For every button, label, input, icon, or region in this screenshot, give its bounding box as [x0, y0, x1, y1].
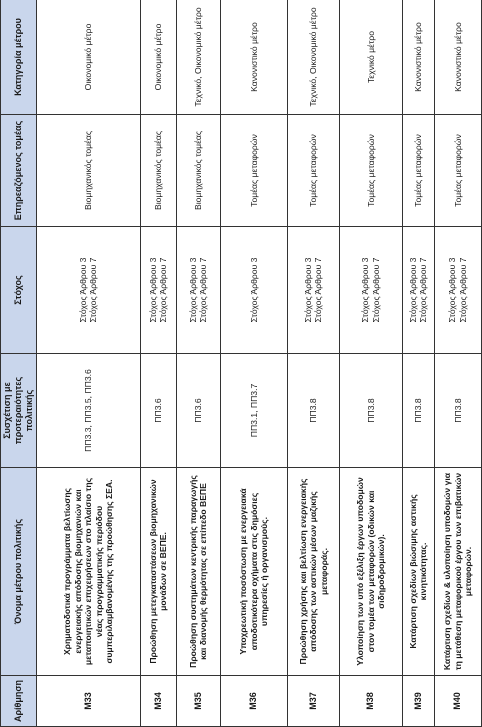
cell-code: M33 [36, 676, 140, 727]
table-row [220, 0, 287, 727]
header-category: Κατηγορία μέτρου [1, 0, 37, 115]
cell-priorities: ΠΠ3.8 [434, 354, 481, 468]
cell-sector: Τομέας μεταφορών [220, 115, 287, 227]
cell-priorities: ΠΠ3.8 [339, 354, 402, 468]
cell-code: M38 [339, 676, 402, 727]
cell-priorities: ΠΠ3.8 [402, 354, 434, 468]
cell-category: Τεχνικό μέτρο [339, 0, 402, 115]
cell-code: M36 [220, 676, 287, 727]
cell-target: Στόχος Άρθρου 3 Στόχος Άρθρου 7 [339, 227, 402, 354]
header-sector: Επηρεαζόμενος τομέας [1, 115, 37, 227]
table-row [402, 0, 434, 727]
cell-sector: Τομέας μεταφορών [434, 115, 481, 227]
cell-priorities: ΠΠ3.6 [140, 354, 176, 468]
cell-target: Στόχος Άρθρου 3 [220, 227, 287, 354]
cell-name: Προώθηση μετεγκαταστάσεων βιομηχανικών μονάδων σε ΒΕΠΕ. [140, 468, 176, 676]
cell-sector: Βιομηχανικός τομέας [176, 115, 220, 227]
cell-name: Υποχρεωτική ποσόστωση με ενεργειακά αποδοτικότερα οχήματα στις δημόσιες υπηρεσίες ή οργανισμούς. [220, 468, 287, 676]
cell-target: Στόχος Άρθρου 3 Στόχος Άρθρου 7 [140, 227, 176, 354]
table-header-row [1, 0, 37, 727]
cell-sector: Τομέας μεταφορών [339, 115, 402, 227]
cell-sector: Τομέας μεταφορών [287, 115, 339, 227]
cell-name: Κατάρτιση σχεδίων βιώσιμης αστικής κινητικότητας. [402, 468, 434, 676]
header-code: Αρίθμηση [1, 676, 37, 727]
cell-priorities: ΠΠ3.1, ΠΠ3.7 [220, 354, 287, 468]
cell-target: Στόχος Άρθρου 3 Στόχος Άρθρου 7 [176, 227, 220, 354]
cell-name: Προώθηση συστημάτων κεντρικής παραγωγής και διανομής θερμότητας σε επίπεδο ΒΕΠΕ [176, 468, 220, 676]
cell-category: Τεχνικό, Οικονομικό μέτρο [176, 0, 220, 115]
table-row [36, 0, 140, 727]
cell-name: Προώθηση χρήσης και βελτίωση ενεργειακής απόδοσης των αστικών μέσων μαζικής μεταφοράς. [287, 468, 339, 676]
cell-name: Υλοποίηση των υπό εξέλιξη έργων υποδομών στον τομέα των μεταφορών (οδικών και σιδηροδρομικών). [339, 468, 402, 676]
table-row [140, 0, 176, 727]
cell-priorities: ΠΠ3.8 [287, 354, 339, 468]
cell-target: Στόχος Άρθρου 3 Στόχος Άρθρου 7 [287, 227, 339, 354]
header-priorities: Συσχέτιση με προτεραιότητες πολιτικής [1, 354, 37, 468]
cell-name: Χρηματοδοτικά προγράμματα βελτίωσης ενεργειακής απόδοσης βιομηχανιών και μεταποιητικών επιχειρήσεων στο πλαίσιο της νέας προγραμματικής περιόδου συμπεριλαμβανομένης της προώθησης ΣΕΑ. [36, 468, 140, 676]
cell-category: Τεχνικό, Οικονομικό μέτρο [287, 0, 339, 115]
cell-target: Στόχος Άρθρου 3 Στόχος Άρθρου 7 [402, 227, 434, 354]
cell-name: Κατάρτιση σχεδίων & υλοποίηση υποδομών για τη μετάθεση μεταφορικού έργου των επιβατικών μεταφορών. [434, 468, 481, 676]
cell-code: M34 [140, 676, 176, 727]
cell-priorities: ΠΠ3.6 [176, 354, 220, 468]
cell-sector: Βιομηχανικός τομέας [36, 115, 140, 227]
cell-category: Κανονιστικό μέτρο [434, 0, 481, 115]
header-name: Όνομα μέτρου πολιτικής [1, 468, 37, 676]
cell-sector: Βιομηχανικός τομέας [140, 115, 176, 227]
table-row [287, 0, 339, 727]
header-target: Στόχος [1, 227, 37, 354]
cell-priorities: ΠΠ3.3, ΠΠ3.5, ΠΠ3.6 [36, 354, 140, 468]
cell-category: Οικονομικό μέτρο [140, 0, 176, 115]
cell-category: Οικονομικό μέτρο [36, 0, 140, 115]
cell-code: M40 [434, 676, 481, 727]
table-row [339, 0, 402, 727]
cell-code: M39 [402, 676, 434, 727]
cell-target: Στόχος Άρθρου 3 Στόχος Άρθρου 7 [434, 227, 481, 354]
cell-code: M35 [176, 676, 220, 727]
table-row [176, 0, 220, 727]
table-row [434, 0, 481, 727]
cell-category: Κανονιστικό μέτρο [220, 0, 287, 115]
cell-code: M37 [287, 676, 339, 727]
cell-category: Κανονιστικό μέτρο [402, 0, 434, 115]
cell-sector: Τομέας μεταφορών [402, 115, 434, 227]
cell-target: Στόχος Άρθρου 3 Στόχος Άρθρου 7 [36, 227, 140, 354]
